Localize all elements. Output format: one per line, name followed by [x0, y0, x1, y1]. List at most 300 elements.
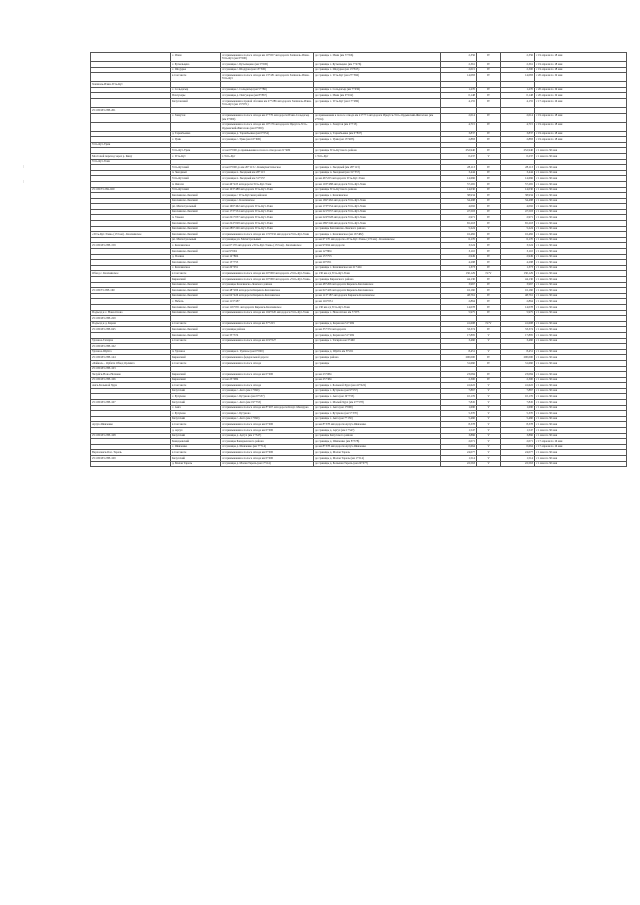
section-start-cell: от границы с. Бутуково — [221, 411, 314, 417]
section-end-cell: до границы с. Усть-Кут (км 27+566) — [314, 73, 441, 82]
section-end-cell: до границы с. Ичин (км 3+356) — [314, 53, 441, 62]
restricted-length-cell: 31,660 — [501, 360, 535, 366]
road-name-cell — [91, 98, 171, 107]
restricted-length-cell: 252,940 — [501, 148, 535, 154]
length-cell: 10,176 — [441, 394, 477, 400]
period-cell: с 1 мая по 30 мая — [535, 181, 627, 187]
road-name-cell: 25 ОП МЗ 25Н-169 — [91, 456, 171, 462]
period-cell: с 1 мая по 30 мая — [535, 349, 627, 355]
period-cell: с 1 мая по 30 мая — [535, 428, 627, 434]
section-start-cell: от границы с. Урик (км 10+600) — [221, 137, 314, 143]
section-start-cell: от границы рп. Магистральный — [221, 237, 314, 243]
section-start-cell: от границы с. Казачинское — [221, 198, 314, 204]
period-cell: с 19 апреля по 18 мая — [535, 62, 627, 68]
category-cell: V — [477, 422, 501, 428]
period-cell: с 19 апреля по 18 мая — [535, 67, 627, 73]
category-cell: IV — [477, 288, 501, 294]
length-cell: 2,300 — [441, 377, 477, 383]
section-start-cell: от границы д. Тарнабьевка (км 0+054) — [221, 131, 314, 137]
length-cell: 65,218 — [441, 221, 477, 227]
district-cell: с. Бутуково — [171, 411, 221, 417]
road-name-cell — [91, 53, 171, 62]
section-end-cell: до км 23+084 — [314, 372, 441, 378]
section-start-cell: от км 116+051 автодороги Киренск-Казачинское — [221, 304, 314, 310]
period-cell: с 19 апреля по 18 мая — [535, 53, 627, 62]
road-name-cell: Хапшаль-Ичин-Усть-Кут — [91, 82, 171, 88]
length-cell: 14,083 — [441, 73, 477, 82]
period-cell: с 1 мая по 30 мая — [535, 372, 627, 378]
category-cell: IV — [477, 204, 501, 210]
restricted-length-cell: 1,373 — [501, 265, 535, 271]
category-cell: V — [477, 226, 501, 232]
period-cell: с 1 мая по 30 мая — [535, 193, 627, 199]
restricted-length-cell: 2,883 — [501, 137, 535, 143]
period-cell: с 1 мая по 30 мая — [535, 411, 627, 417]
length-cell: 34,498 — [441, 198, 477, 204]
period-cell: с 1 мая по 30 мая — [535, 310, 627, 316]
section-end-cell: до км 46+223 автодороги Усть-Кут-Уоян — [314, 176, 441, 182]
section-end-cell: до км 9+694 автодороги — [314, 243, 441, 249]
district-cell: Усть-Кутский — [171, 165, 221, 171]
restricted-length-cell: 2,949 — [501, 254, 535, 260]
restricted-length-cell: 0,237 — [501, 153, 535, 159]
category-cell: IV — [477, 260, 501, 266]
road-name-cell: «Усть-Кут-Уоян» (172 км) - Казачинское — [91, 232, 171, 238]
length-cell: 1,270 — [441, 87, 477, 93]
district-cell: Качугский — [171, 433, 221, 439]
restricted-length-cell: 2,864 — [501, 299, 535, 305]
period-cell: с 1 мая по 30 мая — [535, 422, 627, 428]
length-cell: 4,715 — [441, 122, 477, 131]
district-cell: с. Ичин — [171, 53, 221, 62]
section-start-cell: от границы с. Бутуково (км 9+557) — [221, 394, 314, 400]
section-end-cell: до границы д. Малая Тарель (км 1+514) — [314, 456, 441, 462]
section-start-cell: г. Усть-Кут — [221, 153, 314, 159]
section-start-cell: от границы д. Шевченко (км 7+714) — [221, 444, 314, 450]
restricted-length-cell: 48,761 — [501, 293, 535, 299]
restricted-length-cell: 2,014 — [501, 113, 535, 122]
length-cell: 2,949 — [441, 254, 477, 260]
section-end-cell: до границы д. Малая Тарель — [314, 450, 441, 456]
district-cell: в том числе — [171, 360, 221, 366]
road-name-cell: Подъезд к д. Карам — [91, 321, 171, 327]
section-start-cell: от примыкания к правой обочине км 27+286 автодороги Хапшаль-Ичин-Усть-Кут (км 13+071) — [222, 98, 312, 106]
period-cell: с 1 мая по 30 мая — [535, 299, 627, 305]
period-cell: с 1 мая по 30 мая — [535, 450, 627, 456]
restricted-length-cell: 5,370 — [501, 411, 535, 417]
length-cell: 2,014 — [441, 113, 477, 122]
category-cell: IV — [477, 87, 501, 93]
length-cell: 17,895 — [441, 332, 477, 338]
district-cell: рп. Магистральный — [171, 204, 221, 210]
length-cell: 7,867 — [441, 388, 477, 394]
restricted-length-cell: 1,270 — [501, 87, 535, 93]
section-end-cell: до границы д. Карам км 51+269 — [314, 332, 441, 338]
section-end-cell: до км 6+170 автодороги «Усть-Кут-Уоян» (172 км) - Казачинское — [314, 237, 441, 243]
period-cell: с 1 мая по 30 мая — [535, 394, 627, 400]
category-cell: V — [477, 338, 501, 344]
length-cell: 8,451 — [441, 349, 477, 355]
period-cell: с 17 апреля по 16 мая — [535, 98, 627, 107]
category-cell: IV — [477, 327, 501, 333]
section-start-cell: от границы Баяндаевского района — [221, 439, 314, 445]
section-end-cell: до км 113+187 автодороги Киренск-Казачинское — [314, 293, 441, 299]
district-cell: с. Хамутоя — [171, 113, 221, 122]
district-cell: Казачинско-Ленский — [171, 332, 221, 338]
restricted-length-cell: 5,460 — [501, 416, 535, 422]
section-start-cell: от границы д. Пахгуаары (км 8+867) — [221, 93, 314, 99]
length-cell: 38,934 — [441, 193, 477, 199]
restricted-length-cell: 2,361 — [501, 62, 535, 68]
road-name-cell: 25 ОП МЗ 25Н-201 — [91, 107, 171, 113]
restricted-length-cell: 41,608 — [501, 321, 535, 327]
district-cell: Пахгуаары — [171, 93, 221, 99]
district-cell: д. Артух — [171, 428, 221, 434]
road-name-cell — [91, 73, 171, 82]
section-start-cell: от границы с. Анга (км 19+733) — [221, 400, 314, 406]
category-cell: IV — [477, 53, 501, 62]
section-start-cell: от км 289+246 автодороги Усть-Кут-Уоян — [221, 226, 314, 232]
length-cell: 3,444 — [441, 170, 477, 176]
district-cell: п. Звездный — [171, 170, 221, 176]
section-start-cell: от км 0+000 до примыкания к полосе отвода км 21+480 — [221, 148, 314, 154]
category-cell: IV — [477, 310, 501, 316]
section-end-cell: до границы с. Бутыльцево (км 7+476) — [314, 62, 441, 68]
period-cell: с 1 мая по 30 мая — [535, 377, 627, 383]
length-cell: 130,129 — [441, 271, 477, 277]
district-cell: Казачинско-Ленский — [171, 260, 221, 266]
road-name-cell: 25 ОП МЗ 25Н-162 — [91, 344, 171, 350]
district-cell: Киренский — [171, 277, 221, 283]
category-cell: IV — [477, 372, 501, 378]
category-cell: IV — [477, 277, 501, 283]
restricted-length-cell: 3,524 — [501, 243, 535, 249]
restricted-length-cell: 130,129 — [501, 271, 535, 277]
road-name-cell: 25 ОП МЗ 25Н-159 — [91, 243, 171, 249]
section-start-cell: от км 23+084 — [221, 377, 314, 383]
period-cell: с 1 мая по 30 мая — [535, 254, 627, 260]
length-cell: 3,460 — [441, 338, 477, 344]
length-cell: 2,015 — [441, 67, 477, 73]
table-row — [91, 73, 627, 82]
period-cell: с 1 мая по 30 мая — [535, 282, 627, 288]
section-start-cell: от примыкания к полосе отвода км 0+000 — [221, 372, 314, 378]
restricted-length-cell: 34,498 — [501, 198, 535, 204]
category-cell: IV — [477, 377, 501, 383]
category-cell: IV — [477, 254, 501, 260]
period-cell: с 19 апреля по 18 мая — [535, 113, 627, 122]
section-end-cell: до границы д. Артух (км 1+547) — [314, 428, 441, 434]
category-cell: IV — [477, 293, 501, 299]
district-cell: Качугский — [171, 456, 221, 462]
category-cell: V — [477, 428, 501, 434]
restricted-length-cell: 7,867 — [501, 388, 535, 394]
period-cell: с 1 мая по 30 мая — [535, 187, 627, 193]
restricted-length-cell: 5,975 — [501, 310, 535, 316]
section-end-cell: до км 224+028 автодороги Усть-Кут-Уоян — [314, 215, 441, 221]
length-cell: 5,460 — [441, 416, 477, 422]
district-cell: Киренский — [171, 355, 221, 361]
section-end-cell: до км 8+378 автодороги Артух-Шевченко — [314, 444, 441, 450]
section-start-cell: от границы с. Шодурка (км 13+500) — [221, 67, 314, 73]
section-end-cell: до границы с. Казачинское (км 16+482) — [314, 232, 441, 238]
section-end-cell: г. Усть-Кут — [314, 153, 441, 159]
period-cell: с 1 мая по 30 мая — [535, 260, 627, 266]
section-end-cell: до границы с. Урик (км 13+483) — [314, 137, 441, 143]
section-start-cell: от км 20+051 — [221, 265, 314, 271]
section-start-cell: от примыкания к полосе отвода км 10+657 автодороги Хапшаль-Ичин-Усть-Кут (км 0+000) — [221, 53, 314, 62]
district-cell: Качуговский — [171, 98, 221, 107]
restricted-length-cell: 14,078 — [501, 304, 535, 310]
document-page — [90, 52, 626, 467]
section-end-cell: до границы с. Усть-Кут (км 17+286) — [314, 98, 441, 107]
period-cell: с 1 мая по 30 мая — [535, 288, 627, 294]
section-start-cell: от примыкания к федеральной дороге — [221, 355, 314, 361]
period-cell: с 19 апреля по 18 мая — [535, 122, 627, 131]
section-end-cell: до границы Казачинско-Ленского района — [314, 226, 441, 232]
section-end-cell: до границы с. Звездный (км 28+113) — [314, 165, 441, 171]
section-start-cell: от примыкания к полосе отвода км 219+027 — [221, 338, 314, 344]
length-cell: 3,967 — [441, 282, 477, 288]
category-cell: V — [477, 400, 501, 406]
period-cell: с 20 апреля по 19 мая — [535, 73, 627, 82]
section-end-cell: до границы с. Малый Хурх (км 27+578) — [314, 400, 441, 406]
restricted-length-cell: 4,298 — [501, 260, 535, 266]
road-name-cell: Удачное-Шуйта — [91, 349, 171, 355]
restricted-length-cell: 3,837 — [501, 131, 535, 137]
section-start-cell: от км 48+266 автодороги Киренск-Казачинское — [221, 288, 314, 294]
section-start-cell: от км 169+462 автодороги Усть-Кут-Уоян — [221, 204, 314, 210]
period-cell: с 1 мая по 30 мая — [535, 204, 627, 210]
section-end-cell: до км 8+378 автодороги Артух-Шевченко — [314, 422, 441, 428]
length-cell: 1,514 — [441, 456, 477, 462]
restricted-length-cell: 3,866 — [501, 433, 535, 439]
period-cell: с 1 мая по 30 мая — [535, 332, 627, 338]
section-end-cell: до границы с. Ичин (км 9+912) — [314, 93, 441, 99]
category-cell: V — [477, 450, 501, 456]
section-end-cell: до границы Усть-Кутского района — [314, 148, 441, 154]
section-start-cell: от границы п. Звездный км 28+113 — [221, 170, 314, 176]
restricted-length-cell: 7,845 — [501, 400, 535, 406]
section-end-cell: до границы с. Анга (км 19+733) — [314, 394, 441, 400]
district-cell: Усть-Кутский — [171, 176, 221, 182]
length-cell: 2,361 — [441, 62, 477, 68]
period-cell: с 1 мая по 30 мая — [535, 176, 627, 182]
period-cell: с 20 апреля по 19 мая — [535, 87, 627, 93]
road-name-cell: Удачное-Тагирпа — [91, 338, 171, 344]
road-name-cell: «Байкал» - Орбита Обход Орлинга — [91, 360, 171, 366]
section-end-cell: до границы Качугского района — [314, 433, 441, 439]
section-start-cell: от км 113+187 — [221, 299, 314, 305]
period-cell: с 1 мая по 30 мая — [535, 232, 627, 238]
road-name-cell — [91, 113, 171, 122]
category-cell: IV — [477, 282, 501, 288]
section-start-cell: от км 6+170 автодороги «Усть-Кут-Уоян» (172 км) - Казачинское — [221, 243, 314, 249]
section-end-cell: до границы с. Тагирпа км 3+460 — [314, 338, 441, 344]
category-cell: IV — [477, 232, 501, 238]
section-end-cell: до границы д. Тарнабьевка (км 0+837) — [314, 131, 441, 137]
restricted-length-cell: 0,664 — [501, 444, 535, 450]
district-cell: с. Бутуково — [171, 394, 221, 400]
period-cell: с 1 мая по 30 мая — [535, 321, 627, 327]
length-cell: 8,378 — [441, 422, 477, 428]
length-cell: 1,373 — [441, 265, 477, 271]
district-cell: с. Шодурка — [171, 67, 221, 73]
restricted-length-cell: 23,084 — [501, 372, 535, 378]
section-start-cell: от границы с. Анга (км 1+690) — [221, 388, 314, 394]
section-start-cell: от границы с. Бутыльцево (км 5+000) — [221, 62, 314, 68]
restricted-length-cell: 2,300 — [501, 377, 535, 383]
section-end-cell: до 130 км а/д Усть-Кут-Уоян — [314, 304, 441, 310]
period-cell: с 1 мая по 30 мая — [535, 360, 627, 366]
period-cell: с 1 мая по 30 мая — [535, 293, 627, 299]
district-cell: Казачинско-Ленский — [171, 193, 221, 199]
section-end-cell: до км 116+051 — [314, 299, 441, 305]
district-cell: в том числе — [171, 271, 221, 277]
district-cell: в том числе — [171, 383, 221, 389]
length-cell: 47,503 — [441, 209, 477, 215]
category-cell: V — [477, 332, 501, 338]
section-start-cell: от границы Казачинско-Ленского района — [221, 282, 314, 288]
restricted-length-cell: 22,563 — [501, 461, 535, 467]
length-cell: 3,524 — [441, 243, 477, 249]
section-end-cell: до границы д. Шуйта км 8+451 — [314, 349, 441, 355]
district-cell: Казачинско-Ленский — [171, 288, 221, 294]
district-cell: с. Бутыльцево — [171, 62, 221, 68]
restricted-length-cell: 10,176 — [501, 394, 535, 400]
length-cell: 14,666 — [441, 176, 477, 182]
table-row — [91, 122, 627, 131]
road-name-cell: 25 ОП МЗ 25Н-045 — [91, 327, 171, 333]
period-cell: с 1 мая по 30 мая — [535, 456, 627, 462]
category-cell: IV — [477, 122, 501, 131]
category-cell: V — [477, 461, 501, 467]
section-start-cell: от границы с Усть-Кутским районом — [221, 193, 314, 199]
period-cell: с 1 мая по 30 мая — [535, 271, 627, 277]
section-end-cell: до границы д. Большая Тарель (км 24+077) — [314, 461, 441, 467]
category-cell: V — [477, 444, 501, 450]
category-cell: IV — [477, 249, 501, 255]
restricted-length-cell: 14,030 — [501, 187, 535, 193]
table-row — [91, 113, 627, 122]
restricted-length-cell: 4,715 — [501, 122, 535, 131]
section-start-cell: от км 224+028 автодороги Усть-Кут-Уоян — [221, 221, 314, 227]
restricted-length-cell: 3,444 — [501, 170, 535, 176]
length-cell: 31,660 — [441, 360, 477, 366]
period-cell: с 1 мая по 30 мая — [535, 148, 627, 154]
district-cell: п. Янгеля — [171, 181, 221, 187]
category-cell: IV/V — [477, 321, 501, 327]
section-end-cell: до границы с. Казачинское — [314, 193, 441, 199]
section-start-cell: от примыкания к полосе отвода км 0+000 — [221, 450, 314, 456]
section-end-cell: до границы с. Большой Хурх (км 41+622) — [314, 383, 441, 389]
period-cell: с 1 мая по 30 мая — [535, 198, 627, 204]
district-cell: с. Казачинское — [171, 265, 221, 271]
restricted-length-cell: 0,148 — [501, 93, 535, 99]
period-cell: с 1 мая по 30 мая — [535, 338, 627, 344]
section-start-cell: от примыкания к полосе отвода — [221, 383, 314, 389]
section-start-cell: от км 9+694 — [221, 249, 314, 255]
section-end-cell: до границы с. Казачинское км 21+424 — [314, 265, 441, 271]
category-cell: IV — [477, 299, 501, 305]
road-name-cell: Усть-Кут-Урик — [91, 142, 171, 148]
district-cell: Казачинско-Ленский — [171, 209, 221, 215]
section-start-cell: от км 0+000 до км 20+113 с. Коммунистическое — [221, 165, 314, 171]
section-end-cell: до границы д. Шевченко (км 8+378) — [314, 439, 441, 445]
length-cell: 28,113 — [441, 165, 477, 171]
category-cell: IV — [477, 181, 501, 187]
road-name-cell: Чечуйск-Ново-Ночнево — [91, 372, 171, 378]
restricted-length-cell: 1,514 — [501, 456, 535, 462]
restricted-length-cell: 5,224 — [501, 226, 535, 232]
category-cell: IV — [477, 215, 501, 221]
district-cell: рп. Магистральный — [171, 237, 221, 243]
category-cell: IV — [477, 193, 501, 199]
length-cell: 57,265 — [441, 181, 477, 187]
district-cell: Киренский — [171, 372, 221, 378]
road-name-cell: Мостовой переход через р. Кину — [91, 153, 171, 159]
length-cell: 252,940 — [441, 148, 477, 154]
period-cell: с 1 мая по 30 мая — [535, 416, 627, 422]
restricted-length-cell: 16,160 — [501, 288, 535, 294]
section-end-cell: до км 25+384 — [314, 377, 441, 383]
period-cell: с 1 мая по 30 мая — [535, 243, 627, 249]
period-cell: с 1 мая по 30 мая — [535, 265, 627, 271]
category-cell: IV — [477, 265, 501, 271]
length-cell: 200,000 — [441, 355, 477, 361]
restricted-length-cell: 4,092 — [501, 204, 535, 210]
category-cell: IV — [477, 221, 501, 227]
section-end-cell: до км 20+051 — [314, 260, 441, 266]
restricted-length-cell: 3,460 — [501, 338, 535, 344]
district-cell: с. Урик — [171, 137, 221, 143]
district-cell: Усть-Кут-Урик — [171, 148, 221, 154]
restricted-length-cell: 41,622 — [501, 383, 535, 389]
section-end-cell: до км 221+057 автодороги Усть-Кут-Уоян — [314, 209, 441, 215]
section-end-cell: до границы с. Сольдагыр (км 7+036) — [314, 87, 441, 93]
period-cell: с 19 апреля по 18 мая — [535, 137, 627, 143]
period-cell: с 1 мая по 30 мая — [535, 355, 627, 361]
restricted-length-cell: 2,971 — [501, 215, 535, 221]
district-cell: Казачинско-Ленский — [171, 310, 221, 316]
table-row — [91, 461, 627, 467]
road-name-cell: 25 ОП МЗ 25Н-229 — [91, 316, 171, 322]
category-cell: IV — [477, 73, 501, 82]
restricted-length-cell: 200,000 — [501, 355, 535, 361]
period-cell: с 1 мая по 30 мая — [535, 304, 627, 310]
section-end-cell: до км 103+488 автодороги Усть-Кут-Уоян — [314, 181, 441, 187]
district-cell: с. Небель — [171, 299, 221, 305]
section-start-cell: от примыкания к полосе отвода км 20+000 автодороги «Усть-Кут-Уоян» — [221, 271, 314, 277]
length-cell: 2,071 — [441, 439, 477, 445]
district-cell: д. Поляна — [171, 254, 221, 260]
section-end-cell: до км 48+266 автодороги Киренск-Казачинское — [314, 282, 441, 288]
district-cell: в том числе — [171, 321, 221, 327]
length-cell: 7,845 — [441, 400, 477, 406]
section-start-cell: от границы с. Анга (км 1+690) — [221, 416, 314, 422]
district-cell: Казачинско-Ленский — [171, 221, 221, 227]
period-cell: с 17 апреля по 16 мая — [535, 439, 627, 445]
period-cell: с 1 мая по 30 мая — [535, 327, 627, 333]
length-cell: 24,077 — [441, 450, 477, 456]
section-start-cell: от км 46+223 автодороги Усть-Кут-Уоян — [221, 181, 314, 187]
length-cell: 4,092 — [441, 204, 477, 210]
category-cell: IV — [477, 243, 501, 249]
period-cell: с 1 мая по 30 мая — [535, 226, 627, 232]
road-name-cell: 25 ОП МЗ 25Н-144 — [91, 355, 171, 361]
category-cell: IV — [477, 209, 501, 215]
period-cell: с 1 мая по 30 мая — [535, 165, 627, 171]
